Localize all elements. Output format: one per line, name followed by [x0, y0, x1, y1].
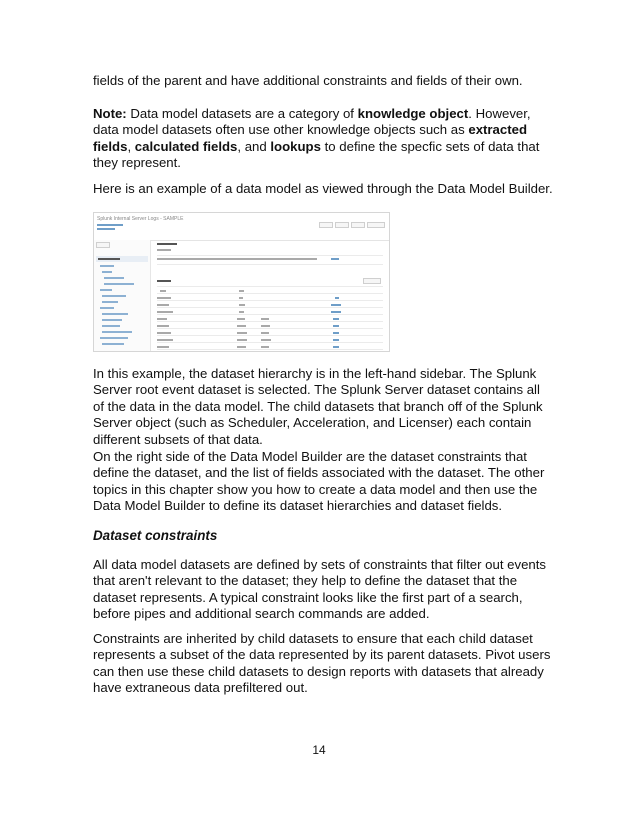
- screenshot-add-field-button: [363, 278, 381, 284]
- paragraph-hierarchy-explanation: In this example, the dataset hierarchy is in the left-hand sidebar. The Splunk Server root event dataset is selected. The Splunk Server dataset contains all of the data in the data model. The child datasets that branch off of the Splunk Server object (such as Scheduler, Acceleration, and Licenser) each contain different subsets of that data.: [93, 366, 543, 447]
- screenshot-cell: [157, 297, 171, 299]
- screenshot-row-line: [157, 314, 383, 315]
- screenshot-row-line: [157, 328, 383, 329]
- screenshot-toolbar-button: [351, 222, 365, 228]
- screenshot-cell: [157, 311, 173, 313]
- screenshot-nav-item: [100, 289, 112, 291]
- paragraph-right-side-explanation: On the right side of the Data Model Builder are the dataset constraints that define the dataset, and the list of fields associated with the dataset. The other topics in this chapter show you how to create a data model and then use the Data Model Builder to define its dataset hierarchies and dataset fields.: [93, 449, 545, 514]
- screenshot-row-line: [157, 342, 383, 343]
- screenshot-fields-label: [157, 280, 171, 282]
- screenshot-link: [333, 346, 339, 348]
- screenshot-cell: [261, 318, 269, 320]
- screenshot-sidebar: [94, 240, 151, 352]
- screenshot-subtitle-link: [97, 224, 123, 226]
- screenshot-cell: [237, 339, 247, 341]
- screenshot-link: [335, 297, 339, 299]
- screenshot-nav-item: [98, 258, 120, 260]
- screenshot-cell: [261, 325, 270, 327]
- paragraph-intro: fields of the parent and have additional constraints and fields of their own.: [93, 73, 523, 88]
- screenshot-row-line: [157, 349, 383, 350]
- screenshot-row-line: [157, 300, 383, 301]
- screenshot-row-line: [157, 321, 383, 322]
- screenshot-cell: [157, 325, 169, 327]
- screenshot-link: [333, 339, 339, 341]
- screenshot-cell: [239, 311, 244, 313]
- screenshot-cell: [261, 339, 271, 341]
- screenshot-main-pane: [151, 240, 390, 352]
- term-calculated-fields: calculated fields: [134, 138, 238, 154]
- screenshot-nav-item: [100, 265, 114, 267]
- screenshot-dataset-title: [157, 243, 177, 245]
- screenshot-cell: [157, 332, 171, 334]
- paragraph-example-intro: Here is an example of a data model as viewed through the Data Model Builder.: [93, 181, 553, 196]
- screenshot-nav-item: [102, 313, 128, 315]
- screenshot-cell: [239, 290, 244, 292]
- screenshot-cell: [237, 346, 246, 348]
- screenshot-divider: [157, 264, 383, 265]
- screenshot-constraint-label: [157, 249, 171, 251]
- screenshot-cell: [160, 290, 166, 292]
- screenshot-nav-item: [100, 307, 114, 309]
- screenshot-constraint-text: [157, 258, 317, 260]
- screenshot-subtitle-link-2: [97, 228, 115, 230]
- screenshot-cell: [157, 346, 169, 348]
- screenshot-divider: [157, 286, 383, 287]
- paragraph-note: [93, 106, 553, 172]
- screenshot-toolbar-button: [335, 222, 349, 228]
- screenshot-nav-item: [104, 277, 124, 279]
- screenshot-row-line: [157, 293, 383, 294]
- screenshot-cell: [157, 318, 167, 320]
- screenshot-nav-item: [102, 325, 120, 327]
- data-model-builder-screenshot: [93, 212, 390, 352]
- screenshot-nav-item: [102, 301, 118, 303]
- screenshot-nav-item: [102, 331, 132, 333]
- screenshot-divider: [157, 255, 383, 256]
- paragraph-constraints-inheritance: Constraints are inherited by child datasets to ensure that each child dataset represents a subset of the data represented by its parent datasets. Pivot users can then use these child datasets to design reports with datasets that already have extraneous data prefiltered out.: [93, 631, 551, 696]
- screenshot-cell: [157, 339, 173, 341]
- screenshot-nav-item: [102, 295, 126, 297]
- page-number: 14: [312, 743, 326, 757]
- screenshot-nav-item: [102, 319, 122, 321]
- screenshot-cell: [239, 297, 243, 299]
- screenshot-add-button: [96, 242, 110, 248]
- term-lookups: lookups: [270, 138, 321, 154]
- screenshot-cell: [157, 304, 169, 306]
- screenshot-nav-item: [102, 271, 112, 273]
- screenshot-nav-item: [100, 337, 128, 339]
- note-text-5: to define the specfic sets of data that they represent.: [93, 138, 540, 171]
- note-text-3: ,: [127, 138, 135, 154]
- screenshot-nav-item: [102, 343, 124, 345]
- note-text-1: Data model datasets are a category of: [126, 106, 358, 121]
- screenshot-title: Splunk Internal Server Logs - SAMPLE: [97, 216, 184, 222]
- screenshot-link: [333, 325, 339, 327]
- term-knowledge-object: knowledge object: [357, 106, 469, 121]
- screenshot-cell: [237, 332, 247, 334]
- paragraph-constraints-definition: All data model datasets are defined by sets of constraints that filter out events that aren't relevant to the dataset; they help to define the dataset that the dataset represents. A typical constraint looks like the first part of a search, before pipes and additional search commands are added.: [93, 557, 547, 622]
- screenshot-edit-link: [331, 258, 339, 260]
- screenshot-cell: [237, 325, 246, 327]
- screenshot-header: [94, 213, 389, 241]
- screenshot-toolbar-button: [367, 222, 385, 228]
- screenshot-link: [333, 332, 339, 334]
- screenshot-link: [333, 318, 339, 320]
- screenshot-toolbar-button: [319, 222, 333, 228]
- note-text-2: . However, data model datasets often use other knowledge objects such as: [93, 106, 531, 138]
- screenshot-row-line: [157, 307, 383, 308]
- screenshot-link: [331, 304, 341, 306]
- screenshot-link: [331, 311, 341, 313]
- screenshot-cell: [261, 346, 269, 348]
- note-text-4: , and: [237, 138, 271, 154]
- screenshot-cell: [261, 332, 269, 334]
- note-label: Note:: [93, 106, 127, 121]
- screenshot-cell: [239, 304, 245, 306]
- term-extracted-fields: extracted fields: [93, 122, 528, 154]
- screenshot-nav-item: [104, 283, 134, 285]
- screenshot-cell: [237, 318, 245, 320]
- section-heading: Dataset constraints: [93, 528, 218, 543]
- screenshot-row-line: [157, 335, 383, 336]
